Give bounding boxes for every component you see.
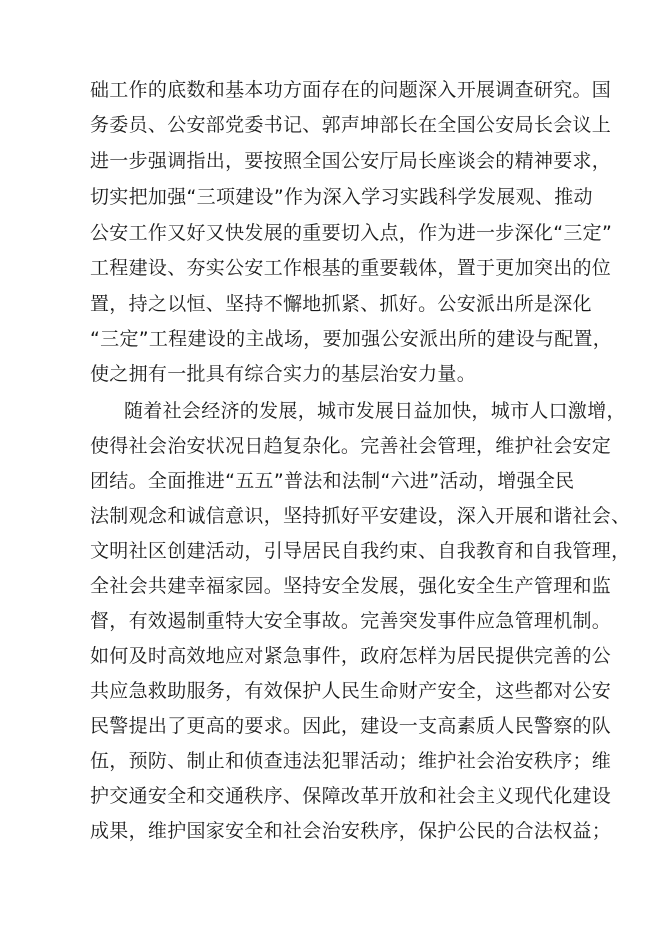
text-line: “三定”工程建设的主战场，要加强公安派出所的建设与配置，: [90, 328, 613, 350]
text-line: 全社会共建幸福家园。坚持安全发展，强化安全生产管理和监: [90, 575, 612, 597]
text-line: 如何及时高效地应对紧急事件，政府怎样为居民提供完善的公: [90, 645, 612, 667]
text-line: 工程建设、夯实公安工作根基的重要载体，置于更加突出的位: [90, 257, 612, 279]
text-line: 切实把加强“三项建设”作为深入学习实践科学发展观、推动: [90, 186, 593, 208]
text-line: 护交通安全和交通秩序、保障改革开放和社会主义现代化建设: [90, 785, 612, 807]
text-line: 团结。全面推进“五五”普法和法制“六进”活动，增强全民: [90, 470, 575, 492]
text-line: 使之拥有一批具有综合实力的基层治安力量。: [90, 363, 477, 385]
text-line: 使得社会治安状况日趋复杂化。完善社会管理，维护社会安定: [90, 435, 612, 457]
text-line: 共应急救助服务，有效保护人民生命财产安全，这些都对公安: [90, 680, 612, 702]
text-line: 民警提出了更高的要求。因此，建设一支高素质人民警察的队: [90, 715, 612, 737]
text-line: 务委员、公安部党委书记、郭声坤部长在全国公安局长会议上: [90, 114, 612, 136]
text-line: 进一步强调指出，要按照全国公安厅局长座谈会的精神要求，: [90, 150, 612, 172]
text-line: 成果，维护国家安全和社会治安秩序，保护公民的合法权益；: [90, 820, 612, 842]
text-line: 置，持之以恒、坚持不懈地抓紧、抓好。公安派出所是深化: [90, 293, 592, 315]
text-line: 文明社区创建活动，引导居民自我约束、自我教育和自我管理，: [90, 540, 631, 562]
text-line: 督，有效遏制重特大安全事故。完善突发事件应急管理机制。: [90, 610, 612, 632]
text-line: 础工作的底数和基本功方面存在的问题深入开展调查研究。国: [90, 79, 612, 101]
text-line: 法制观念和诚信意识，坚持抓好平安建设，深入开展和谐社会、: [90, 505, 631, 527]
text-line: 伍，预防、制止和侦查违法犯罪活动；维护社会治安秩序；维: [90, 750, 612, 772]
paragraph-start-line: 随着社会经济的发展，城市发展日益加快，城市人口激增，: [124, 400, 626, 422]
text-line: 公安工作又好又快发展的重要切入点，作为进一步深化“三定”: [90, 222, 613, 244]
